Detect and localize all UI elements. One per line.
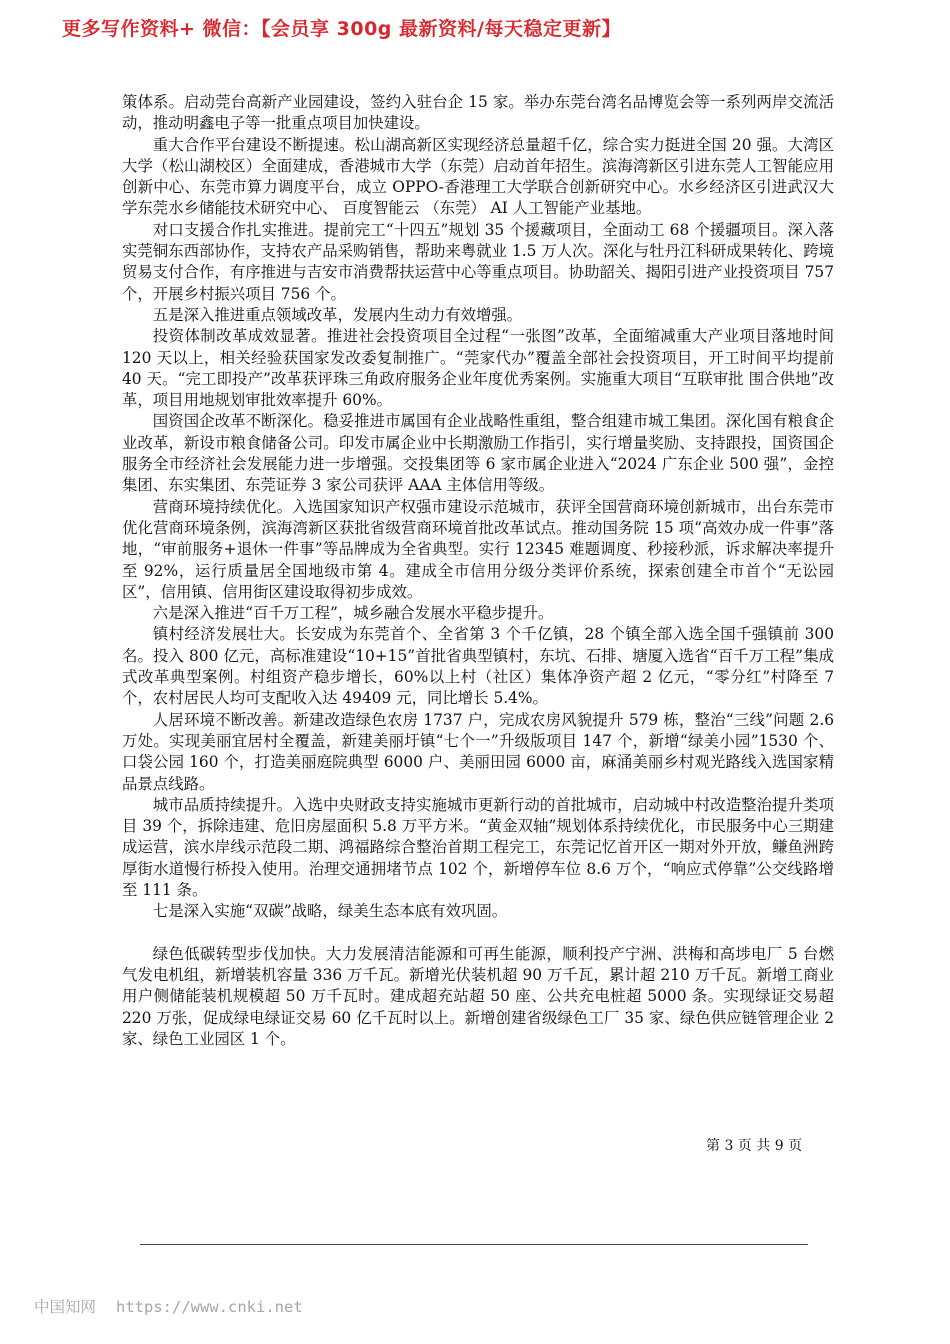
section-heading-reform: 五是深入推进重点领域改革，发展内生动力有效增强。 bbox=[152, 305, 523, 324]
footer-divider bbox=[140, 1244, 808, 1245]
paragraph-cooperation-platforms: 重大合作平台建设不断提速。松山湖高新区实现经济总量超千亿，综合实力挺进全国 20 强。大湾区大学（松山湖校区）全面建成，香港城市大学（东莞）启动首年招生。滨海湾新区引进东莞人工智能应用创新中心、东莞市算力调度平台，成立 OPPO-香港理工大学联合创新研究中心。水乡经济区引进武汉大学东莞水乡储能技术研究中心、 百度智能云 （东莞） AI 人工智能产业基地。 bbox=[122, 135, 834, 218]
section-heading-urban-rural: 六是深入推进“百千万工程”，城乡融合发展水平稳步提升。 bbox=[152, 604, 554, 623]
paragraph-town-economy: 镇村经济发展壮大。长安成为东莞首个、全省第 3 个千亿镇，28 个镇全部入选全国千强镇前 300 名。投入 800 亿元，高标准建设“10+15”首批省典型镇村，东坑、石排、塘厦入选省“百千万工程”集成式改革典型案例。村组资产稳步增长，60%以上村（社区）集体净资产超 2 亿元，“零分红”村降至 7 个，农村居民人均可支配收入达 49409 元，同比增长 5.4%。 bbox=[122, 625, 834, 708]
paragraph-green-transition: 绿色低碳转型步伐加快。大力发展清洁能源和可再生能源，顺利投产宁洲、洪梅和高埗电厂 5 台燃气发电机组，新增装机容量 336 万千瓦。新增光伏装机超 90 万千瓦，累计超 210 万千瓦。新增工商业用户侧储能装机规模超 50 万千瓦时。建成超充站超 50 座、公共充电桩超 5000 条。实现绿证交易超 220 万张，促成绿电绿证交易 60 亿千瓦时以上。新增创建省级绿色工厂 35 家、绿色供应链管理企业 2 家、绿色工业园区 1 个。 bbox=[122, 944, 834, 1049]
promo-banner: 更多写作资料+ 微信：【会员享 300g 最新资料/每天稳定更新】 bbox=[62, 18, 621, 40]
footer-watermark bbox=[34, 1295, 303, 1317]
paragraph-continuation: 策体系。启动莞台高新产业园建设，签约入驻台企 15 家。举办东莞台湾名品博览会等一系列两岸交流活动，推动明鑫电子等一批重点项目加快建设。 bbox=[122, 93, 834, 133]
paragraph-living-environment: 人居环境不断改善。新建改造绿色农房 1737 户，完成农房风貌提升 579 栋，整治“三线”问题 2.6 万处。实现美丽宜居村全覆盖，新建美丽圩镇“七个一”升级版项目 147 个，新增“绿美小园”1530 个、口袋公园 160 个，打造美丽庭院典型 6000 户、美丽田园 6000 亩，麻涌美丽乡村观光路线入选国家精品景点线路。 bbox=[122, 710, 834, 793]
paragraph-paired-assistance: 对口支援合作扎实推进。提前完工“十四五”规划 35 个援藏项目，全面动工 68 个援疆项目。深入落实莞铜东西部协作，支持农产品采购销售，帮助来粤就业 1.5 万人次。深化与牡丹江科研成果转化、跨境贸易支付合作，有序推进与吉安市消费帮扶运营中心等重点项目。协助韶关、揭阳引进产业投资项目 757 个，开展乡村振兴项目 756 个。 bbox=[122, 220, 834, 303]
footer-site-name: 中国知网 bbox=[34, 1298, 97, 1316]
paragraph-business-environment: 营商环境持续优化。入选国家知识产权强市建设示范城市，获评全国营商环境创新城市，出台东莞市优化营商环境条例，滨海湾新区获批省级营商环境首批改革试点。推动国务院 15 项“高效办成一件事”落地，“审前服务+退休一件事”等品牌成为全省典型。实行 12345 难题调度、秒接秒派，诉求解决率提升至 92%，运行质量居全国地级市第 4。建成全市信用分级分类评价系统，探索创建全市首个“无讼园区”，信用镇、信用街区建设取得初步成效。 bbox=[122, 497, 834, 601]
paragraph-city-quality: 城市品质持续提升。入选中央财政支持实施城市更新行动的首批城市，启动城中村改造整治提升类项目 39 个，拆除违建、危旧房屋面积 5.8 万平方米。“黄金双轴”规划体系持续优化，市民服务中心三期建成运营，滨水岸线示范段二期、鸿福路综合整治首期工程完工，东莞记忆首开区一期对外开放，鳒鱼洲跨厚街水道慢行桥投入使用。治理交通拥堵节点 102 个，新增停车位 8.6 万个，“响应式停靠”公交线路增至 111 条。 bbox=[122, 795, 834, 899]
document-body bbox=[122, 92, 834, 1050]
paragraph-soe-reform: 国资国企改革不断深化。稳妥推进市属国有企业战略性重组，整合组建市城工集团。深化国有粮食企业改革，新设市粮食储备公司。印发市属企业中长期激励工作指引，实行增量奖励、支持跟投，国资国企服务全市经济社会发展能力进一步增强。交投集团等 6 家市属企业进入“2024 广东企业 500 强”，金控集团、东实集团、东莞证券 3 家公司获评 AAA 主体信用等级。 bbox=[122, 412, 834, 495]
paragraph-investment-reform: 投资体制改革成效显著。推进社会投资项目全过程“一张图”改革，全面缩减重大产业项目落地时间 120 天以上，相关经验获国家发改委复制推广。“莞家代办”覆盖全部社会投资项目，开工时间平均提前 40 天。“完工即投产”改革获评珠三角政府服务企业年度优秀案例。实施重大项目“互联审批 围合供地”改革，项目用地规划审批效率提升 60%。 bbox=[122, 327, 834, 410]
section-heading-dual-carbon: 七是深入实施“双碳”战略，绿美生态本底有效巩固。 bbox=[152, 902, 508, 921]
footer-url[interactable]: https://www.cnki.net bbox=[116, 1298, 303, 1316]
page-number: 第 3 页 共 9 页 bbox=[706, 1138, 803, 1154]
